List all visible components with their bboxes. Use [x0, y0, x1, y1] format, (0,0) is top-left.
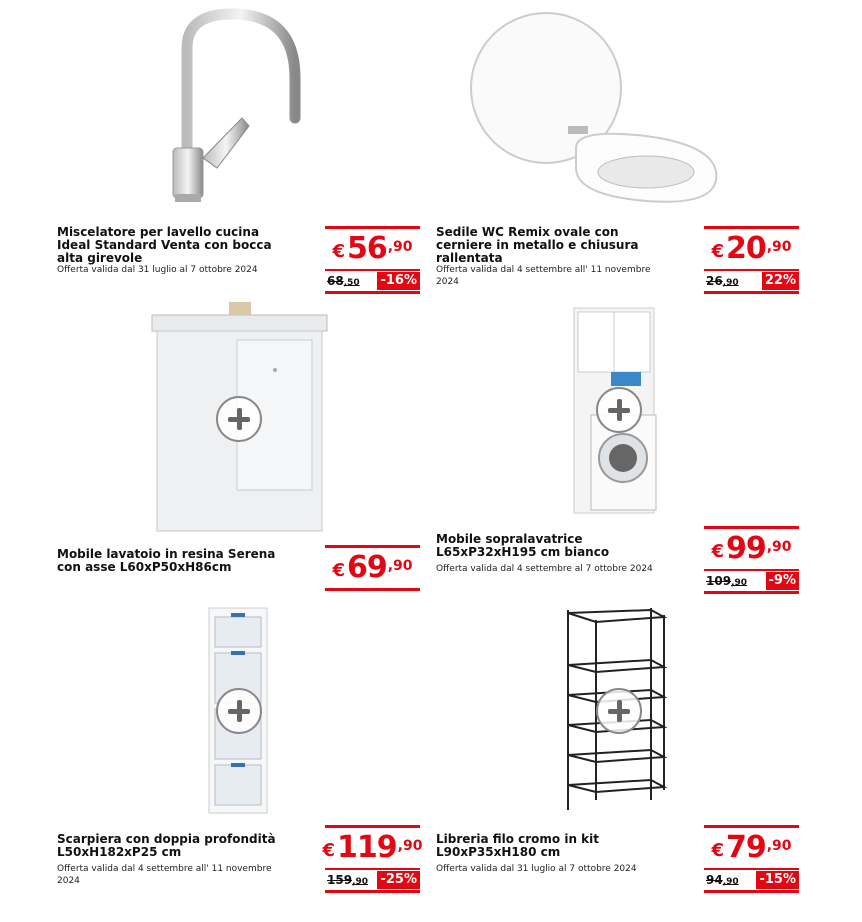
price-top-line: [325, 545, 420, 548]
price-decimal: ,90: [387, 558, 413, 574]
product-card[interactable]: [436, 300, 836, 590]
zoom-plus-icon[interactable]: [216, 688, 262, 734]
product-title[interactable]: Libreria filo cromo in kit L90xP35xH180 cm: [436, 832, 600, 859]
product-title[interactable]: Scarpiera con doppia profondità L50xH182xP25 cm: [57, 832, 276, 859]
price-bottom-line: [325, 890, 420, 893]
product-image[interactable]: [57, 8, 457, 223]
price-old-row: [704, 868, 799, 890]
price-tag: [704, 226, 799, 294]
currency: €: [711, 840, 724, 861]
price-integer: 79: [725, 830, 766, 865]
price-integer: 99: [725, 531, 766, 566]
old-price: 109,90: [706, 574, 748, 588]
price-decimal: ,90: [766, 539, 792, 555]
price-tag: [322, 825, 423, 893]
old-price: 159,90: [327, 873, 369, 887]
product-card[interactable]: [57, 605, 457, 895]
product-card[interactable]: [57, 8, 457, 298]
current-price: [704, 531, 799, 569]
product-card[interactable]: [436, 8, 836, 298]
old-price: 68,50: [327, 274, 360, 288]
currency: €: [332, 241, 345, 262]
current-price: [704, 231, 799, 269]
product-image[interactable]: [436, 605, 836, 820]
product-image[interactable]: [57, 300, 457, 515]
product-image[interactable]: [436, 8, 836, 223]
offer-validity: Offerta valida dal 31 luglio al 7 ottobre 2024: [436, 864, 637, 874]
discount-badge: -16%: [377, 272, 420, 290]
price-old-row: [325, 868, 420, 890]
price-integer: 20: [725, 231, 766, 266]
current-price: [325, 550, 420, 588]
price-tag: [325, 226, 420, 294]
price-bottom-line: [704, 291, 799, 294]
zoom-plus-icon[interactable]: [596, 387, 642, 433]
price-old-row: [704, 569, 799, 591]
zoom-plus-icon[interactable]: [216, 396, 262, 442]
price-tag: [704, 526, 799, 594]
price-top-line: [325, 226, 420, 229]
product-card[interactable]: [436, 605, 836, 895]
currency: €: [711, 541, 724, 562]
discount-badge: -25%: [377, 871, 420, 889]
offer-validity: Offerta valida dal 4 settembre al 7 ottobre 2024: [436, 564, 653, 574]
currency: €: [332, 560, 345, 581]
price-decimal: ,90: [397, 838, 423, 854]
price-old-row: [325, 269, 420, 291]
product-image[interactable]: [57, 605, 457, 820]
offer-validity: Offerta valida dal 4 settembre all' 11 novembre 2024: [436, 265, 651, 287]
product-title[interactable]: Miscelatore per lavello cucina Ideal Standard Venta con bocca alta girevole: [57, 225, 272, 265]
price-bottom-line: [704, 591, 799, 594]
current-price: [325, 231, 420, 269]
discount-badge: -9%: [766, 572, 799, 590]
current-price: [322, 830, 423, 868]
price-decimal: ,90: [766, 838, 792, 854]
price-tag: [704, 825, 799, 893]
currency: €: [711, 241, 724, 262]
price-top-line: [325, 825, 420, 828]
offer-validity: Offerta valida dal 31 luglio al 7 ottobre 2024: [57, 265, 258, 275]
currency: €: [322, 840, 336, 861]
product-title[interactable]: Mobile sopralavatrice L65xP32xH195 cm bianco: [436, 532, 610, 559]
price-old-row: [704, 269, 799, 291]
price-bottom-line: [325, 291, 420, 294]
price-top-line: [704, 526, 799, 529]
price-top-line: [704, 825, 799, 828]
price-tag: [325, 545, 420, 591]
price-top-line: [704, 226, 799, 229]
product-title[interactable]: Sedile WC Remix ovale con cerniere in metallo e chiusura rallentata: [436, 225, 639, 265]
old-price: 94,90: [706, 873, 739, 887]
zoom-plus-icon[interactable]: [596, 688, 642, 734]
price-integer: 69: [346, 550, 387, 585]
offer-validity: Offerta valida dal 4 settembre all' 11 novembre 2024: [57, 864, 272, 886]
product-image[interactable]: [436, 300, 836, 515]
product-title[interactable]: Mobile lavatoio in resina Serena con asse L60xP50xH86cm: [57, 547, 276, 574]
discount-badge: -15%: [756, 871, 799, 889]
discount-badge: 22%: [762, 272, 799, 290]
product-card[interactable]: [57, 300, 457, 590]
price-integer: 119: [337, 830, 397, 865]
price-bottom-line: [325, 588, 420, 591]
price-decimal: ,90: [766, 239, 792, 255]
price-integer: 56: [346, 231, 387, 266]
current-price: [704, 830, 799, 868]
old-price: 26,90: [706, 274, 739, 288]
price-decimal: ,90: [387, 239, 413, 255]
price-bottom-line: [704, 890, 799, 893]
